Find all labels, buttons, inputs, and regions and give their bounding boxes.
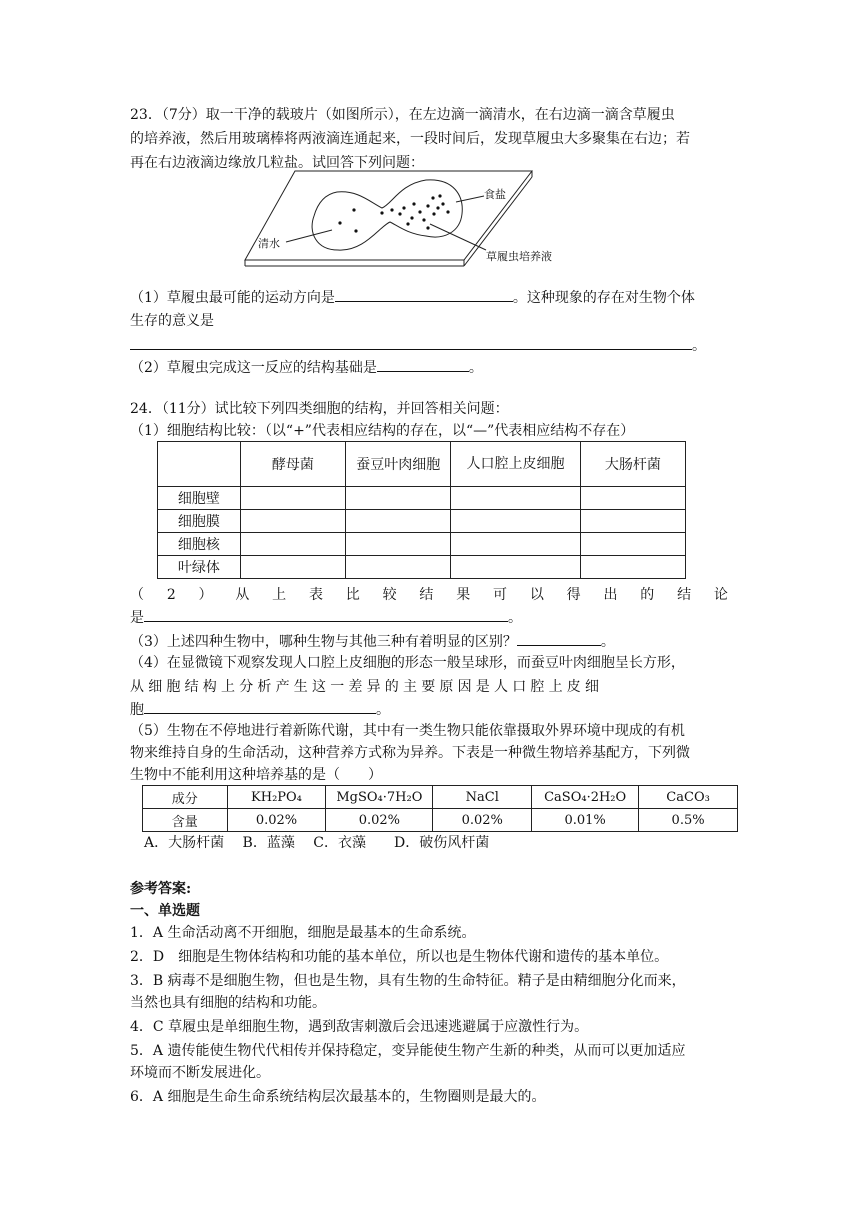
- table-row: [158, 556, 686, 579]
- table-cell[interactable]: [451, 510, 580, 533]
- media-amount: 0.01%: [532, 809, 639, 832]
- media-component: CaCO₃: [639, 786, 738, 809]
- table-cell[interactable]: [580, 487, 685, 510]
- q23-sub2-prefix: （2）草履虫完成这一反应的结构基础是: [130, 360, 377, 376]
- answer-line: 1．A 生命活动离不开细胞，细胞是最基本的生命系统。: [130, 925, 476, 941]
- q24-sub5-line-2: 物来维持自身的生命活动，这种营养方式称为异养。下表是一种微生物培养基配方，下列微: [130, 745, 690, 761]
- media-amount: 0.02%: [227, 809, 326, 832]
- answers-section: 一、单选题: [130, 903, 200, 919]
- char: 可: [493, 587, 508, 603]
- table-cell[interactable]: [240, 510, 345, 533]
- table-cell[interactable]: [451, 533, 580, 556]
- table-cell[interactable]: [346, 510, 451, 533]
- q24-sub2-cont: [130, 606, 522, 628]
- answer-blank-direction[interactable]: [335, 286, 513, 302]
- header-broad-bean-mesophyll: 蚕豆叶肉细胞: [346, 442, 451, 487]
- q24-title: 24．（11分）试比较下列四类细胞的结构，并回答相关问题：: [130, 401, 509, 417]
- answer-blank-reason[interactable]: [144, 698, 376, 714]
- label-water: 清水: [258, 237, 280, 250]
- answer-blank-significance[interactable]: [130, 334, 692, 350]
- q24-sub3-text: （3）上述四种生物中，哪种生物与其他三种有着明显的区别？: [130, 634, 517, 650]
- char: 结: [419, 587, 434, 603]
- char: 2: [166, 587, 176, 603]
- cell-structure-table: [157, 441, 686, 579]
- row-label-cell-wall: 细胞壁: [158, 487, 241, 510]
- q23-sub2-end: 。: [468, 360, 483, 376]
- table-row: [143, 786, 738, 809]
- q24-sub4-line-1: （4）在显微镜下观察发现人口腔上皮细胞的形态一般呈球形，而蚕豆叶肉细胞呈长方形，: [130, 655, 685, 671]
- media-row-label: 成分: [143, 786, 228, 809]
- slide-figure: [240, 166, 552, 270]
- q23-sub1-suffix: 。这种现象的存在对生物个体: [512, 290, 695, 306]
- table-row: [158, 510, 686, 533]
- label-culture: 草履虫培养液: [486, 250, 552, 263]
- table-cell[interactable]: [580, 533, 685, 556]
- q23-sub1-prefix: （1）草履虫最可能的运动方向是: [130, 290, 335, 306]
- q24-sub5-line-1: （5）生物在不停地进行着新陈代谢，其中有一类生物只能依靠摄取外界环境中现成的有机: [130, 723, 685, 739]
- char: （: [130, 587, 144, 603]
- table-cell[interactable]: [240, 556, 345, 579]
- table-cell[interactable]: [580, 556, 685, 579]
- q24-sub5-line-3: 生物中不能利用这种培养基的是（ ）: [130, 767, 382, 783]
- media-amount: 0.02%: [326, 809, 433, 832]
- table-cell[interactable]: [240, 533, 345, 556]
- q23-sub1-blank-line: [130, 334, 706, 356]
- q23-line-3: 再在右边液滴边缘放几粒盐。试回答下列问题：: [130, 155, 424, 171]
- table-row: [143, 809, 738, 832]
- char: 较: [382, 587, 397, 603]
- char: 上: [272, 587, 287, 603]
- q24-sub4-line-3: [130, 698, 390, 720]
- q24-sub2-end: 。: [508, 610, 522, 626]
- q24-sub2-justified: [130, 584, 728, 606]
- header-e-coli: 大肠杆菌: [580, 442, 685, 487]
- table-cell[interactable]: [346, 533, 451, 556]
- q24-sub3: [130, 630, 615, 652]
- row-label-cell-membrane: 细胞膜: [158, 510, 241, 533]
- q24-sub4-prefix: 胞: [130, 702, 144, 718]
- q24-sub4-end: 。: [376, 702, 390, 718]
- answer-blank-distinct-organism[interactable]: [517, 630, 601, 646]
- char: 出: [603, 587, 618, 603]
- char: 果: [456, 587, 471, 603]
- answer-line: 环境而不断发展进化。: [130, 1065, 270, 1081]
- label-salt: 食盐: [484, 188, 506, 201]
- media-amount: 0.5%: [639, 809, 738, 832]
- header-oral-epithelial: 人口腔上皮细胞: [451, 442, 580, 487]
- char: 以: [529, 587, 544, 603]
- q23-sub1: [130, 286, 695, 308]
- char: 结: [677, 587, 692, 603]
- char: 论: [713, 587, 728, 603]
- table-row: [158, 487, 686, 510]
- q23-line-1: 23．（7分）取一干净的载玻片（如图所示），在左边滴一滴清水，在右边滴一滴含草履虫: [130, 107, 675, 123]
- answer-blank-structure[interactable]: [377, 356, 469, 372]
- table-cell[interactable]: [451, 487, 580, 510]
- answer-line: 3．B 病毒不是细胞生物，但也是生物，具有生物的生命特征。精子是由精细胞分化而来，: [130, 973, 686, 989]
- q23-sub1-cont: 生存的意义是: [130, 313, 214, 329]
- char: 的: [640, 587, 655, 603]
- media-component: MgSO₄·7H₂O: [326, 786, 433, 809]
- q24-sub3-end: 。: [600, 634, 615, 650]
- media-component: NaCl: [433, 786, 532, 809]
- table-cell[interactable]: [346, 487, 451, 510]
- table-cell[interactable]: [240, 487, 345, 510]
- answer-line: 4．C 草履虫是单细胞生物，遇到敌害刺激后会迅速逃避属于应激性行为。: [130, 1019, 589, 1035]
- answer-line: 6．A 细胞是生命生命系统结构层次最基本的，生物圈则是最大的。: [130, 1089, 546, 1105]
- char: 比: [345, 587, 360, 603]
- answer-blank-conclusion[interactable]: [144, 606, 508, 622]
- table-cell[interactable]: [580, 510, 685, 533]
- q23-sub2: [130, 356, 483, 378]
- media-amount: 0.02%: [433, 809, 532, 832]
- media-component: KH₂PO₄: [227, 786, 326, 809]
- table-cell[interactable]: [451, 556, 580, 579]
- char: 得: [566, 587, 581, 603]
- answer-line: 2．D 细胞是生物体结构和功能的基本单位，所以也是生物体代谢和遗传的基本单位。: [130, 949, 669, 965]
- row-label-nucleus: 细胞核: [158, 533, 241, 556]
- media-component: CaSO₄·2H₂O: [532, 786, 639, 809]
- header-yeast: 酵母菌: [240, 442, 345, 487]
- q23-line-2: 的培养液，然后用玻璃棒将两液滴连通起来，一段时间后，发现草履虫大多聚集在右边；若: [130, 131, 690, 147]
- char: 从: [235, 587, 250, 603]
- culture-medium-table: [142, 785, 738, 832]
- answer-line: 5．A 遗传能使生物代代相传并保持稳定，变异能使生物产生新的种类，从而可以更加适应: [130, 1043, 686, 1059]
- row-label-chloroplast: 叶绿体: [158, 556, 241, 579]
- q24-options: A．大肠杆菌 B．蓝藻 C．衣藻 D．破伤风杆菌: [144, 835, 490, 851]
- char: ）: [198, 587, 213, 603]
- table-cell[interactable]: [346, 556, 451, 579]
- q24-sub4-line-2: 从细胞结构上分析产生这一差异的主要原因是人口腔上皮细: [130, 679, 604, 695]
- table-row: [158, 533, 686, 556]
- media-row-label: 含量: [143, 809, 228, 832]
- q24-sub2-prefix: 是: [130, 610, 144, 626]
- q23-sub1-end: 。: [692, 338, 706, 354]
- table-header-row: [158, 442, 686, 487]
- answers-heading: 参考答案:: [130, 881, 192, 897]
- char: 表: [308, 587, 323, 603]
- answer-line: 当然也具有细胞的结构和功能。: [130, 995, 326, 1011]
- table-corner-cell: [158, 442, 241, 487]
- q24-sub1: （1）细胞结构比较：（以“+”代表相应结构的存在，以“—”代表相应结构不存在）: [130, 423, 635, 439]
